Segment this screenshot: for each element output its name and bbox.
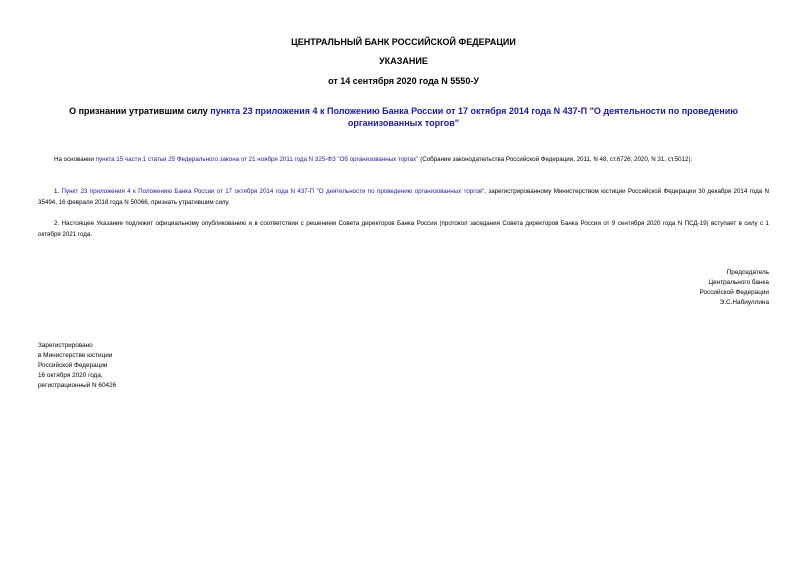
- preamble-paragraph: [38, 155, 769, 166]
- signatory-name: Э.С.Набиуллина: [719, 299, 769, 306]
- law-reference-link[interactable]: пункта 15 части 1 статьи 25 Федерального закона от 21 ноября 2011 года N 325-ФЗ "Об организованных торгах": [95, 156, 419, 163]
- preamble-text-after: (Собрание законодательства Российской Федерации, 2011, N 48, ст.6726; 2020, N 31, ст.5012):: [418, 156, 693, 163]
- registration-number: регистрационный N 60426: [38, 382, 117, 389]
- registration-line-1: Зарегистрировано: [38, 342, 93, 349]
- regulation-reference-link[interactable]: Пункт 23 приложения 4 к Положению Банка России от 17 октября 2014 года N 437-П "О деятельности по проведению организованных торгов": [61, 188, 485, 195]
- issuer-heading: ЦЕНТРАЛЬНЫЙ БАНК РОССИЙСКОЙ ФЕДЕРАЦИИ: [291, 37, 516, 47]
- item-1-text-after: , зарегистрированному Министерством юстиции Российской Федерации 30 декабря 2014 года N 35494, 16 февраля 2018 года N 50066, признать утратившим силу.: [38, 188, 769, 206]
- registration-block: [38, 341, 116, 391]
- item-2-paragraph: 2. Настоящее Указание подлежит официальному опубликованию и в соответствии с решением Совета директоров Банка России (протокол заседания Совета директоров Банка России от 9 сентября 2020 года N ПСД-19) вступает в силу с 1 октября 2021 года.: [38, 220, 769, 238]
- title-reference-link[interactable]: пункта 23 приложения 4 к Положению Банка России от 17 октября 2014 года N 437-П "О деятельности по проведению организованных торгов": [210, 106, 738, 128]
- registration-date: 16 октября 2020 года,: [38, 372, 103, 379]
- item-1-number: 1.: [54, 188, 62, 195]
- document-date-number: от 14 сентября 2020 года N 5550-У: [328, 76, 479, 86]
- document-title: [60, 105, 747, 129]
- signature-country: Российской Федерации: [699, 289, 769, 296]
- signature-position: Председатель: [726, 269, 769, 276]
- preamble-text-before: На основании: [54, 156, 96, 163]
- registration-line-2: в Министерстве юстиции: [38, 352, 113, 359]
- registration-line-3: Российской Федерации: [38, 362, 108, 369]
- item-1-paragraph: [38, 187, 769, 208]
- signature-organization: Центрального банка: [708, 279, 769, 286]
- signature-block: [700, 268, 770, 308]
- document-type-heading: УКАЗАНИЕ: [379, 56, 428, 66]
- title-prefix: О признании утратившим силу: [69, 106, 211, 116]
